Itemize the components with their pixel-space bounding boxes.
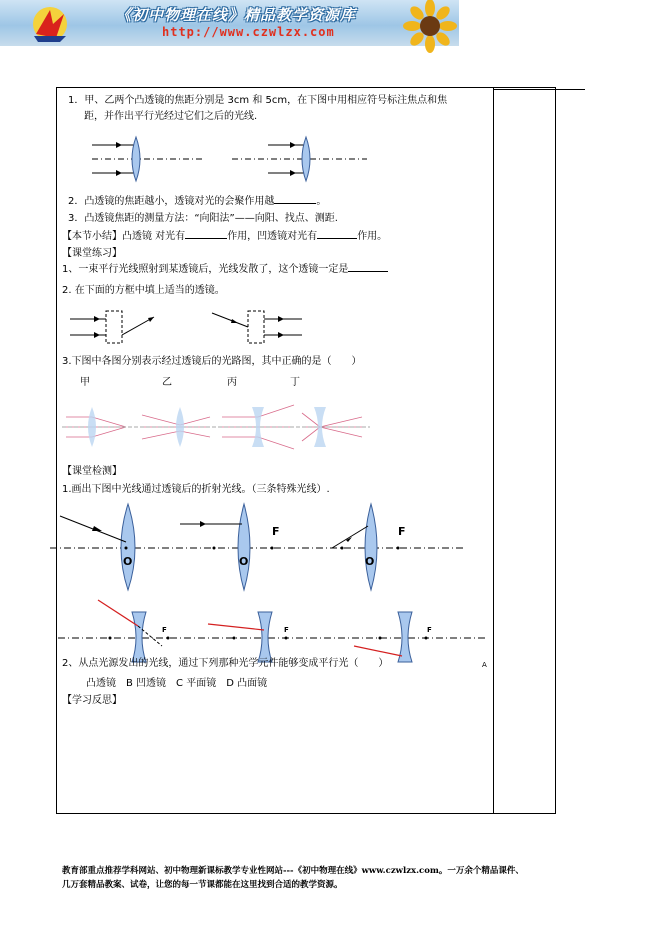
- lens-label-o-3: O: [365, 555, 375, 568]
- summary-suffix: 作用。: [357, 231, 388, 242]
- table-top-border-right: [493, 89, 585, 90]
- header-banner: [0, 0, 459, 46]
- summary-prefix: 【本节小结】凸透镜 对光有: [62, 231, 186, 242]
- check-heading: 【课堂检测】: [62, 466, 122, 477]
- table-divider: [493, 87, 494, 814]
- lens-box-diagram-left: [70, 311, 190, 351]
- lens-label-f-1: F: [272, 525, 280, 538]
- lens-label-o-2: O: [239, 555, 249, 568]
- check-1: 1.画出下图中光线通过透镜后的折射光线。（三条特殊光线）.: [62, 484, 330, 495]
- practice-2: 2. 在下面的方框中填上适当的透镜。: [62, 285, 225, 296]
- question-2-suffix: 。: [316, 196, 327, 207]
- table-right-border: [555, 87, 556, 814]
- check-2-option-a-marker: A: [482, 661, 487, 669]
- question-2-prefix: 2．凸透镜的焦距越小，透镜对光的会聚作用越: [68, 196, 275, 207]
- check-2-options: 凸透镜 B 凹透镜 C 平面镜 D 凸面镜: [86, 678, 268, 689]
- banner-title: 《初中物理在线》精品教学资源库: [116, 6, 357, 24]
- summary-mid: 作用，凹透镜对光有: [227, 231, 318, 242]
- practice-3-label-ding: 丁: [290, 377, 300, 388]
- concave-label-f-3: F: [427, 626, 432, 634]
- lens-label-o-1: O: [123, 555, 133, 568]
- practice-3-label-yi: 乙: [162, 377, 172, 388]
- banner-url: http://www.czwlzx.com: [162, 25, 335, 39]
- practice-3-label-jia: 甲: [80, 377, 90, 388]
- summary-blank-1[interactable]: [185, 238, 227, 239]
- reflection-heading: 【学习反思】: [62, 695, 122, 706]
- concave-label-f-1: F: [162, 626, 167, 634]
- lens-label-f-2: F: [398, 525, 406, 538]
- convex-lens-diagram-b: [232, 137, 372, 181]
- practice-1: [62, 264, 388, 276]
- table-bottom-border: [56, 813, 556, 814]
- practice-1-blank[interactable]: [348, 271, 388, 272]
- ray-diagrams-four: [62, 403, 372, 451]
- concave-label-f-2: F: [284, 626, 289, 634]
- footer-line-2: 几万套精品教案、试卷，让您的每一节课都能在这里找到合适的教学资源。: [62, 880, 343, 890]
- question-2: [68, 196, 326, 208]
- table-top-border: [56, 87, 556, 88]
- sunflower-icon: [400, 0, 459, 46]
- question-3: 3．凸透镜焦距的测量方法：“向阳法”——向阳、找点、测距.: [68, 213, 338, 224]
- section-summary: [62, 231, 387, 243]
- convex-lens-diagram-a: [92, 137, 232, 181]
- question-1-line-2: 距，并作出平行光经过它们之后的光线.: [84, 111, 258, 122]
- summary-blank-2[interactable]: [317, 238, 357, 239]
- lens-box-diagram-right: [210, 311, 320, 351]
- site-logo-icon: [20, 0, 80, 46]
- practice-heading: 【课堂练习】: [62, 248, 122, 259]
- question-1-line-1: 1．甲、乙两个凸透镜的焦距分别是 3cm 和 5cm，在下图中用相应符号标注焦点和焦: [68, 95, 448, 106]
- footer-line-1: 教育部重点推荐学科网站、初中物理新课标教学专业性网站---《初中物理在线》www.czwlzx.com。一万余个精品课件、: [62, 866, 524, 876]
- question-2-blank[interactable]: [274, 203, 316, 204]
- practice-3: 3.下图中各图分别表示经过透镜后的光路图，其中正确的是（ ）: [62, 356, 362, 367]
- special-rays-convex-lenses: [50, 502, 490, 592]
- table-left-border: [56, 87, 57, 814]
- practice-1-text: 1、一束平行光线照射到某透镜后，光线发散了，这个透镜一定是: [62, 264, 349, 275]
- check-2: 2、从点光源发出的光线，通过下列那种光学元件能够变成平行光（ ）: [62, 658, 389, 669]
- practice-3-label-bing: 丙: [227, 377, 237, 388]
